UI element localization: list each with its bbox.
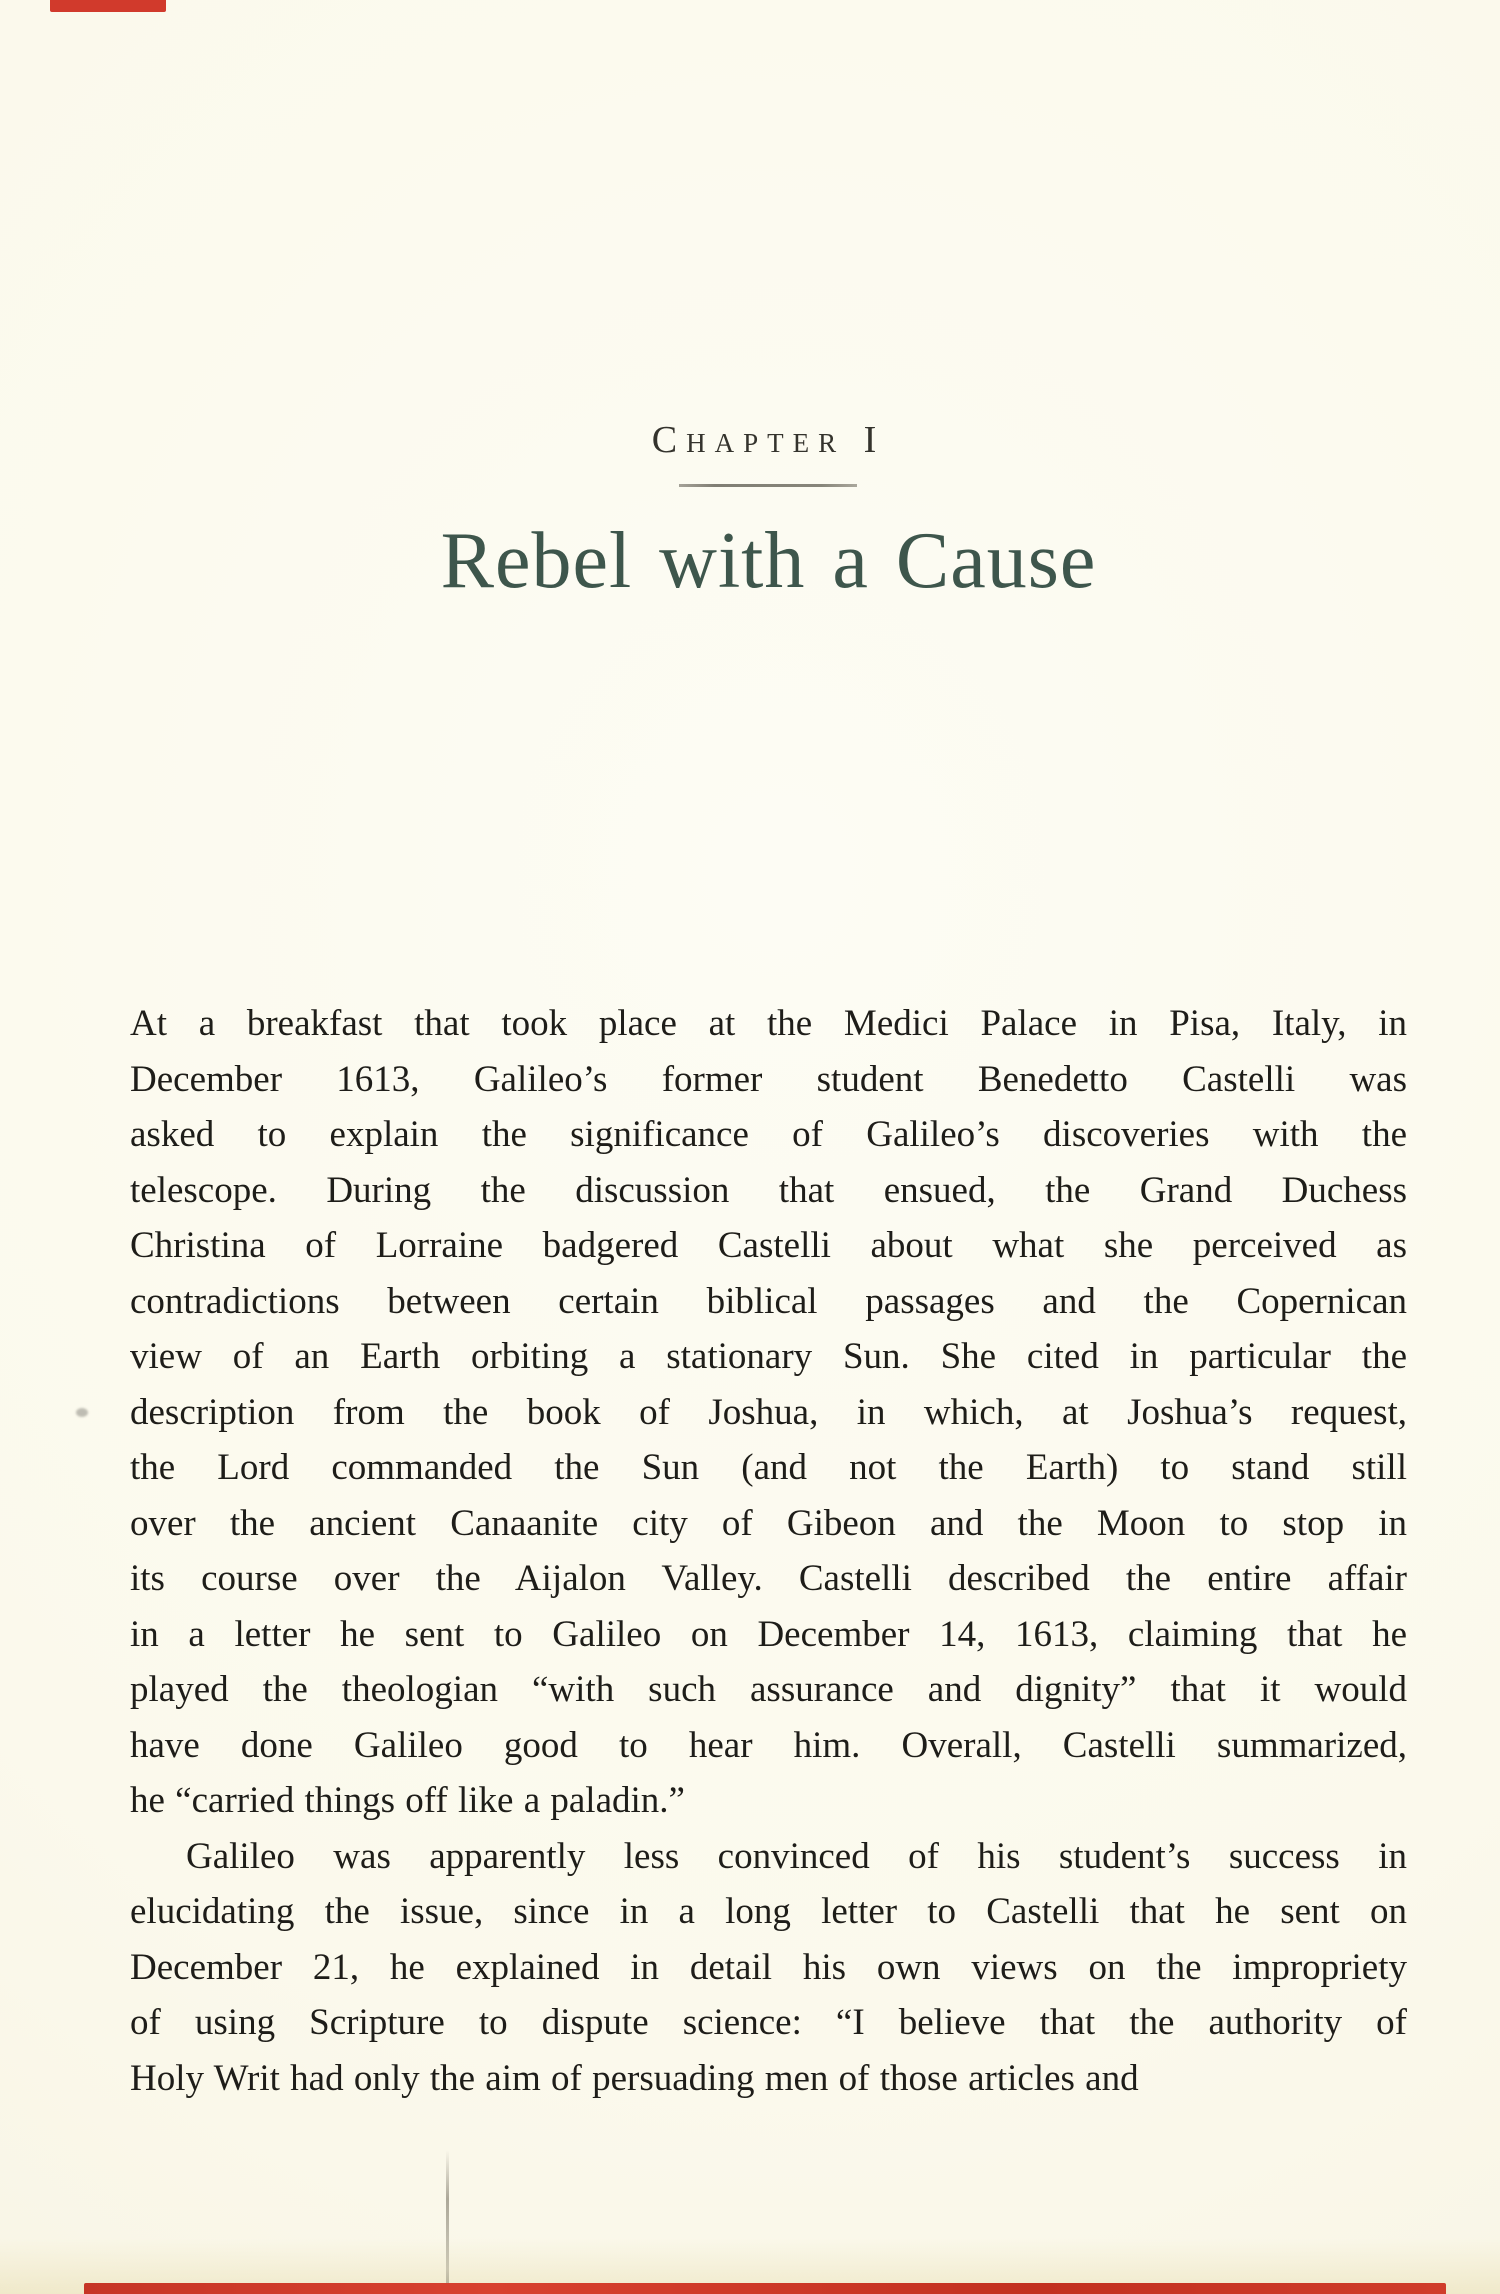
ink-speck-artifact <box>76 1408 88 1417</box>
text-line: elucidating the issue, since in a long letter to Castelli that he sent on <box>130 1891 1407 1932</box>
text-line: At a breakfast that took place at the Medici Palace in Pisa, Italy, in <box>130 1003 1407 1044</box>
body-text <box>130 996 1407 2106</box>
text-line: of using Scripture to dispute science: “I believe that the authority of <box>130 2002 1407 2043</box>
divider-rule <box>679 484 857 487</box>
text-line: description from the book of Joshua, in which, at Joshua’s request, <box>130 1391 1407 1433</box>
text-line: December 1613, Galileo’s former student Benedetto Castelli was <box>130 1058 1407 1100</box>
red-cover-edge-bottom <box>84 2283 1446 2294</box>
text-line: telescope. During the discussion that ensued, the Grand Duchess <box>130 1169 1407 1211</box>
text-line: its course over the Aijalon Valley. Castelli described the entire affair <box>130 1558 1407 1599</box>
text-line: asked to explain the significance of Galileo’s discoveries with the <box>130 1114 1407 1155</box>
text-line: Holy Writ had only the aim of persuading men of those articles and <box>130 2057 1139 2099</box>
crease-line-artifact <box>446 2150 449 2290</box>
text-line: played the theologian “with such assurance and dignity” that it would <box>130 1669 1407 1710</box>
text-line: contradictions between certain biblical passages and the Copernican <box>130 1280 1407 1322</box>
red-cover-edge-top <box>50 0 166 12</box>
text-line: Galileo was apparently less convinced of his student’s success in <box>186 1835 1407 1877</box>
chapter-title: Rebel with a Cause <box>440 517 1097 605</box>
text-line: over the ancient Canaanite city of Gibeon and the Moon to stop in <box>130 1502 1407 1544</box>
text-line: Christina of Lorraine badgered Castelli about what she perceived as <box>130 1225 1407 1266</box>
text-line: have done Galileo good to hear him. Overall, Castelli summarized, <box>130 1724 1407 1766</box>
text-line: view of an Earth orbiting a stationary Sun. She cited in particular the <box>130 1336 1407 1377</box>
text-line: December 21, he explained in detail his own views on the impropriety <box>130 1946 1407 1988</box>
text-line: in a letter he sent to Galileo on December 14, 1613, claiming that he <box>130 1613 1407 1655</box>
text-line: he “carried things off like a paladin.” <box>130 1780 685 1821</box>
text-line: the Lord commanded the Sun (and not the Earth) to stand still <box>130 1447 1407 1488</box>
chapter-label: Chapter I <box>651 419 886 461</box>
